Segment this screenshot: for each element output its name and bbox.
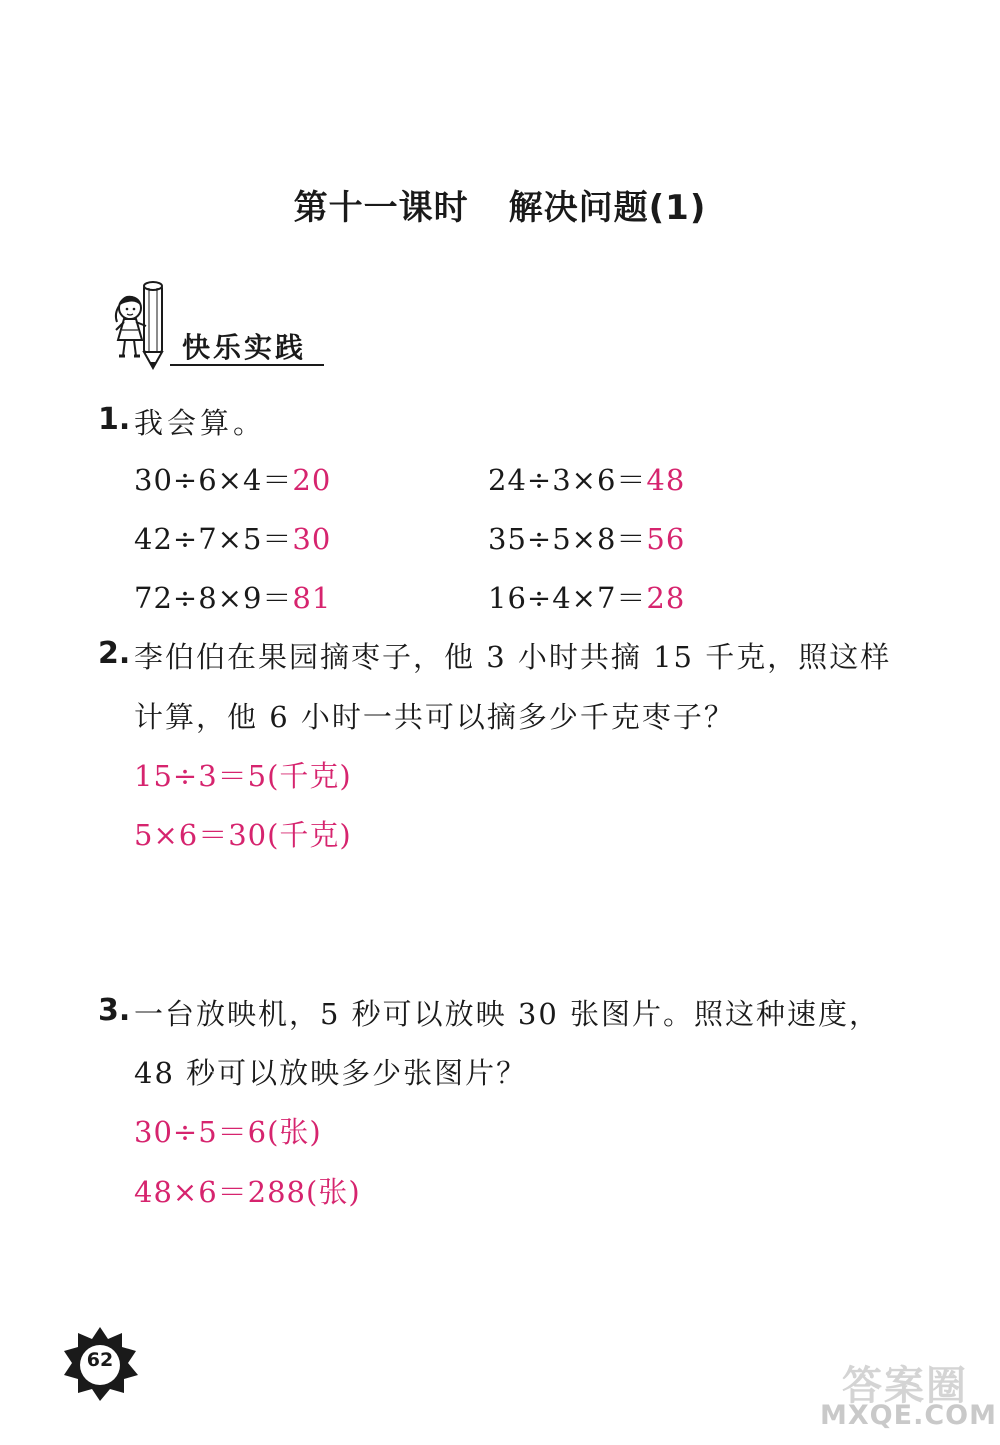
watermark-url: MXQE.COM xyxy=(820,1400,997,1431)
page-title xyxy=(0,180,1000,229)
watermark xyxy=(820,1350,997,1440)
section-underline xyxy=(170,364,324,366)
calc-row-2-right xyxy=(488,517,685,558)
calc-answer: 48 xyxy=(646,463,686,497)
calc-expression: 35÷5×8＝ xyxy=(488,522,647,556)
lesson-label: 第十一课时 xyxy=(293,188,469,228)
section-header xyxy=(108,278,320,370)
question-2-prompt-line-1: 李伯伯在果园摘枣子，他 3 小时共摘 15 千克，照这样 xyxy=(134,640,892,674)
question-2-answer-1: 15÷3＝5(千克) xyxy=(134,759,352,793)
lesson-topic: 解决问题(1) xyxy=(508,188,707,228)
girl-with-pencil-icon xyxy=(108,278,188,370)
calc-row-3-right xyxy=(488,576,685,617)
calc-expression: 24÷3×6＝ xyxy=(488,463,647,497)
calc-answer: 56 xyxy=(646,522,686,556)
question-3-answer-2: 48×6＝288(张) xyxy=(134,1175,361,1209)
calc-answer: 30 xyxy=(292,522,332,556)
watermark-logo: 答案圈 xyxy=(842,1363,968,1409)
question-3-answer-1: 30÷5＝6(张) xyxy=(134,1115,322,1149)
calc-expression: 42÷7×5＝ xyxy=(134,522,293,556)
question-3-number: 3. xyxy=(98,993,131,1028)
page-number-badge xyxy=(60,1325,140,1405)
page-number: 62 xyxy=(86,1349,114,1371)
question-1-prompt: 我会算。 xyxy=(134,406,267,440)
calc-expression: 30÷6×4＝ xyxy=(134,463,293,497)
calc-row-1-right xyxy=(488,458,685,499)
calc-answer: 81 xyxy=(292,581,332,615)
question-2-answer-2: 5×6＝30(千克) xyxy=(134,818,352,852)
calc-row-2-left xyxy=(134,517,331,558)
calc-expression: 16÷4×7＝ xyxy=(488,581,647,615)
question-1-number: 1. xyxy=(98,402,131,437)
calc-answer: 20 xyxy=(292,463,332,497)
calc-expression: 72÷8×9＝ xyxy=(134,581,293,615)
calc-answer: 28 xyxy=(646,581,686,615)
question-3-prompt-line-1: 一台放映机，5 秒可以放映 30 张图片。照这种速度， xyxy=(134,997,881,1031)
question-2-number: 2. xyxy=(98,636,131,671)
question-2-prompt-line-2: 计算，他 6 小时一共可以摘多少千克枣子？ xyxy=(134,700,735,734)
calc-row-3-left xyxy=(134,576,331,617)
section-label: 快乐实践 xyxy=(182,331,307,364)
calc-row-1-left xyxy=(134,458,331,499)
question-3-prompt-line-2: 48 秒可以放映多少张图片？ xyxy=(134,1056,528,1090)
